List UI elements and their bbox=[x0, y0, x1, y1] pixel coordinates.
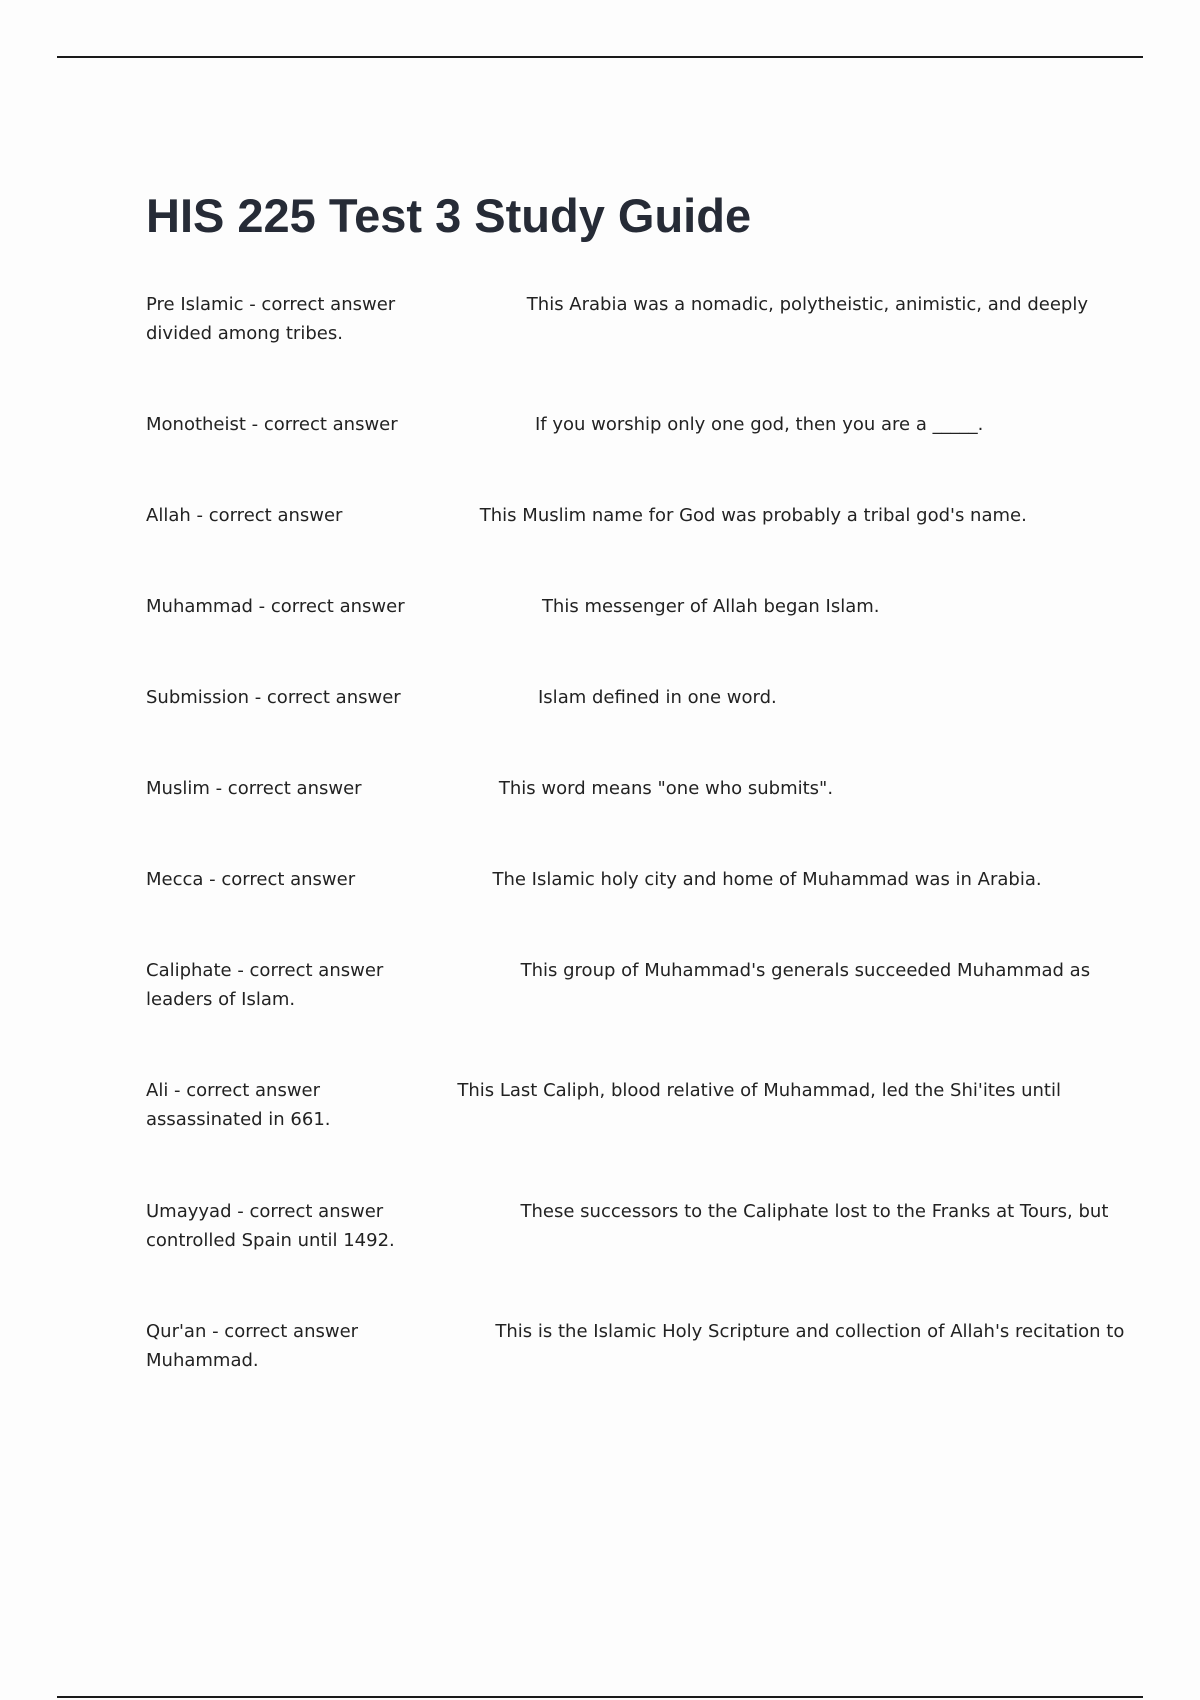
entry-term: Caliphate - correct answer bbox=[146, 960, 384, 981]
entry bbox=[146, 956, 1136, 1014]
entry-definition: The Islamic holy city and home of Muhammad was in Arabia. bbox=[492, 869, 1042, 890]
entry bbox=[146, 683, 1136, 712]
entry bbox=[146, 290, 1136, 348]
entry bbox=[146, 1076, 1136, 1134]
top-rule bbox=[57, 56, 1143, 58]
entry-term: Qur'an - correct answer bbox=[146, 1321, 359, 1342]
entry bbox=[146, 1317, 1136, 1375]
document-title: HIS 225 Test 3 Study Guide bbox=[146, 189, 752, 242]
entry bbox=[146, 410, 1136, 439]
entry-definition: This Arabia was a nomadic, polytheistic, animistic, and deeply divided among tribes. bbox=[146, 294, 1088, 344]
entry-term: Umayyad - correct answer bbox=[146, 1201, 384, 1222]
entry-definition: Islam defined in one word. bbox=[538, 687, 777, 708]
entry-term: Monotheist - correct answer bbox=[146, 414, 398, 435]
entry bbox=[146, 501, 1136, 530]
entry-definition: This is the Islamic Holy Scripture and collection of Allah's recitation to Muhammad. bbox=[146, 1321, 1125, 1371]
entry-term: Mecca - correct answer bbox=[146, 869, 356, 890]
entry-definition: This Muslim name for God was probably a tribal god's name. bbox=[479, 505, 1027, 526]
entry-definition: This word means "one who submits". bbox=[498, 778, 834, 799]
entry-definition: These successors to the Caliphate lost to the Franks at Tours, but controlled Spain until 1492. bbox=[146, 1201, 1109, 1251]
entry-definition: This messenger of Allah began Islam. bbox=[541, 596, 880, 617]
entry-term: Ali - correct answer bbox=[146, 1080, 321, 1101]
entry bbox=[146, 774, 1136, 803]
entry-definition: This group of Muhammad's generals succeeded Muhammad as leaders of Islam. bbox=[146, 960, 1091, 1010]
entry-definition: This Last Caliph, blood relative of Muhammad, led the Shi'ites until assassinated in 661. bbox=[146, 1080, 1061, 1130]
entry bbox=[146, 865, 1136, 894]
entry-term: Pre Islamic - correct answer bbox=[146, 294, 396, 315]
entry-term: Muslim - correct answer bbox=[146, 778, 362, 799]
entry-term: Submission - correct answer bbox=[146, 687, 401, 708]
entry-term: Allah - correct answer bbox=[146, 505, 343, 526]
entry bbox=[146, 592, 1136, 621]
entry-term: Muhammad - correct answer bbox=[146, 596, 405, 617]
bottom-rule bbox=[57, 1696, 1143, 1698]
entry-definition: If you worship only one god, then you are a _____. bbox=[534, 414, 984, 435]
entry bbox=[146, 1197, 1136, 1255]
